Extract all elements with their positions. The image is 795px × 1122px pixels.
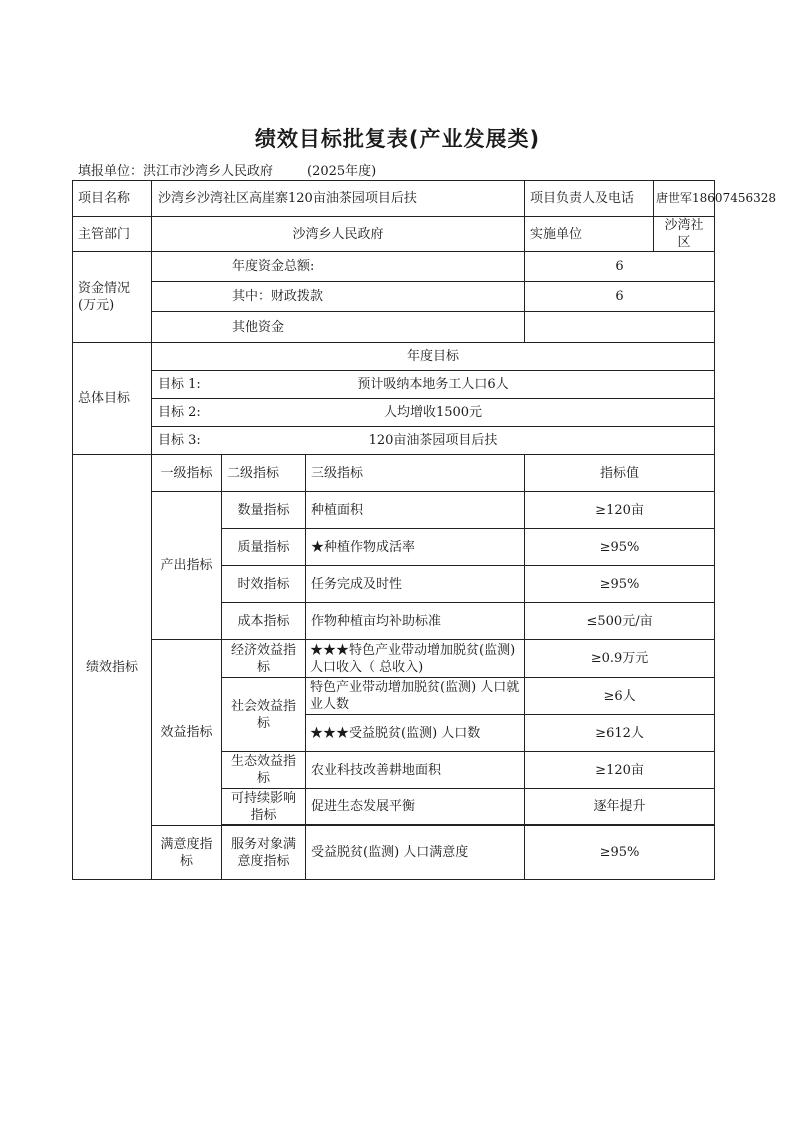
indicator-value: ≤500元/亩 (525, 603, 715, 640)
indicator-level2: 质量指标 (222, 529, 306, 566)
col-level2-header: 二级指标 (222, 455, 306, 492)
annual-goal-header: 年度目标 (152, 343, 715, 371)
funds-total-value: 6 (525, 252, 715, 282)
dept-label: 主管部门 (73, 217, 152, 252)
goal-row (152, 427, 715, 455)
project-leader-value: 唐世军18607456328 (654, 181, 715, 217)
indicator-level3: 促进生态发展平衡 (306, 789, 525, 825)
indicator-level2: 可持续影响指标 (222, 789, 306, 825)
goal-row (152, 399, 715, 427)
indicator-level3: 农业科技改善耕地面积 (306, 752, 525, 789)
performance-target-table (72, 180, 777, 880)
goal-row (152, 371, 715, 399)
goal-2-text: 人均增收1500元 (383, 405, 483, 420)
funds-other-value (525, 312, 715, 343)
indicator-level2: 服务对象满意度指标 (222, 826, 306, 880)
benefit-indicators-label: 效益指标 (152, 640, 222, 826)
indicator-level2: 社会效益指标 (222, 678, 306, 752)
col-level1-header: 一级指标 (152, 455, 222, 492)
goal-2-label: 目标 2: (158, 405, 201, 420)
dept-value: 沙湾乡人民政府 (152, 217, 525, 252)
col-value-header: 指标值 (525, 455, 715, 492)
funds-fiscal-value: 6 (525, 282, 715, 312)
indicator-value: ≥612人 (525, 715, 715, 752)
indicator-level2: 成本指标 (222, 603, 306, 640)
indicator-level2: 时效指标 (222, 566, 306, 603)
impl-unit-value: 沙湾社区 (654, 217, 715, 252)
indicator-level2: 经济效益指标 (222, 640, 306, 678)
funds-other-label: 其他资金 (152, 312, 525, 343)
indicator-value: ≥6人 (525, 678, 715, 715)
indicator-level2: 生态效益指标 (222, 752, 306, 789)
indicator-value: ≥0.9万元 (525, 640, 715, 678)
project-name-label: 项目名称 (73, 181, 152, 217)
funds-label: 资金情况(万元) (73, 252, 152, 343)
indicator-level3: 受益脱贫(监测) 人口满意度 (306, 826, 525, 880)
indicator-level3: 作物种植亩均补助标准 (306, 603, 525, 640)
goal-3-label: 目标 3: (158, 433, 201, 448)
indicator-level3: ★★★特色产业带动增加脱贫(监测)人口收入（ 总收入) (306, 640, 525, 678)
goal-1-label: 目标 1: (158, 377, 201, 392)
impl-unit-label: 实施单位 (525, 217, 654, 252)
output-indicators-label: 产出指标 (152, 492, 222, 640)
goal-3-text: 120亩油茶园项目后扶 (368, 433, 498, 448)
report-year: (2025年度) (307, 164, 377, 179)
indicator-value: ≥120亩 (525, 492, 715, 529)
indicator-level2: 数量指标 (222, 492, 306, 529)
indicator-value: ≥95% (525, 566, 715, 603)
indicator-value: ≥120亩 (525, 752, 715, 789)
performance-indicators-label: 绩效指标 (73, 455, 152, 880)
reporting-unit: 填报单位：洪江市沙湾乡人民政府 (78, 164, 274, 179)
project-leader-label: 项目负责人及电话 (525, 181, 654, 217)
goal-1-text: 预计吸纳本地务工人口6人 (357, 377, 509, 392)
indicator-level3: 特色产业带动增加脱贫(监测) 人口就业人数 (306, 678, 525, 715)
indicator-value: ≥95% (525, 826, 715, 880)
col-level3-header: 三级指标 (306, 455, 525, 492)
indicator-value: 逐年提升 (525, 789, 715, 825)
indicator-level3: 种植面积 (306, 492, 525, 529)
page-title: 绩效目标批复表(产业发展类) (254, 127, 541, 151)
indicator-level3: ★种植作物成活率 (306, 529, 525, 566)
indicator-level3: 任务完成及时性 (306, 566, 525, 603)
funds-total-label: 年度资金总额: (152, 252, 525, 282)
funds-fiscal-label: 其中：财政拨款 (152, 282, 525, 312)
overall-goal-label: 总体目标 (73, 343, 152, 455)
project-name-value: 沙湾乡沙湾社区高崖寨120亩油茶园项目后扶 (152, 181, 525, 217)
satisfaction-indicators-label: 满意度指标 (152, 826, 222, 880)
indicator-level3: ★★★受益脱贫(监测) 人口数 (306, 715, 525, 752)
indicator-value: ≥95% (525, 529, 715, 566)
report-meta (78, 160, 376, 179)
